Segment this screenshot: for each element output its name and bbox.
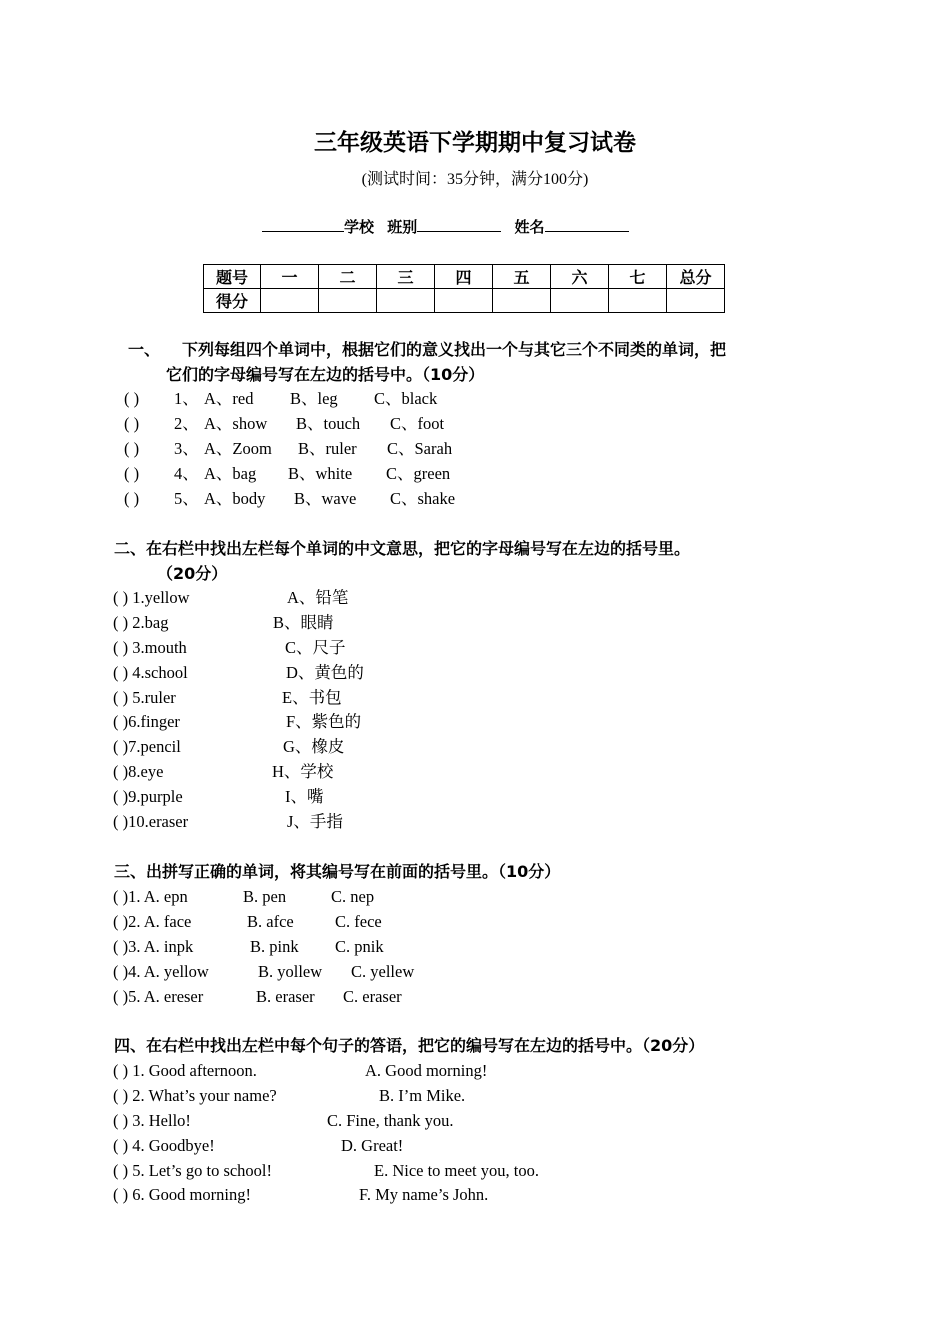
answer-paren[interactable]: ( ) [124, 438, 140, 458]
sentence-left[interactable]: ( ) 5. Let’s go to school! [113, 1160, 273, 1180]
list-item [113, 1058, 539, 1083]
list-item [113, 909, 414, 934]
section-4-heading: 四、在右栏中找出左栏中每个句子的答语，把它的编号写在左边的括号中。（20分） [114, 1036, 705, 1055]
list-item [124, 486, 455, 511]
list-item [113, 685, 364, 710]
score-cell-q2: 二 [319, 265, 377, 289]
matching-left[interactable]: ( ) 2.bag [113, 612, 169, 632]
section-1-heading [128, 337, 726, 362]
matching-right: J、手指 [287, 812, 343, 832]
list-item [113, 1108, 539, 1133]
matching-left[interactable]: ( )9.purple [113, 787, 183, 807]
matching-right: C、尺子 [285, 637, 346, 657]
matching-right: F、紫色的 [286, 712, 362, 732]
score-cell-q1: 一 [261, 265, 319, 289]
school-label: 学校 [344, 218, 375, 236]
list-item [124, 461, 455, 486]
list-item [113, 635, 364, 660]
option-b: B、white [288, 463, 353, 483]
matching-right: G、橡皮 [283, 737, 345, 757]
spelling-left[interactable]: ( )4. A. yellow [113, 961, 209, 981]
option-c: C、black [374, 389, 438, 408]
option-a: A、Zoom [204, 438, 272, 458]
matching-left[interactable]: ( ) 5.ruler [113, 687, 176, 707]
score-cell-q5: 五 [493, 265, 551, 289]
list-item [124, 411, 455, 436]
matching-left[interactable]: ( ) 4.school [113, 662, 188, 682]
score-table-header-row [204, 265, 725, 289]
option-b: B. yollew [258, 961, 323, 981]
class-label: 班别 [387, 218, 418, 236]
list-item [113, 1083, 539, 1108]
answer-paren[interactable]: ( ) [124, 463, 140, 483]
list-item [113, 1182, 539, 1207]
score-input-cell[interactable] [377, 289, 435, 313]
option-a: A、show [204, 413, 268, 433]
option-c: C、foot [390, 413, 445, 433]
section-3-heading: 三、出拼写正确的单词，将其编号写在前面的括号里。（10分） [114, 862, 561, 881]
item-number: 3、 [174, 438, 199, 458]
section-1-instruction: 下列每组四个单词中，根据它们的意义找出一个与其它三个不同类的单词，把 [182, 340, 727, 359]
list-item [113, 809, 364, 834]
sentence-right: E. Nice to meet you, too. [374, 1160, 539, 1180]
class-blank[interactable] [417, 217, 501, 232]
item-number: 1、 [174, 389, 199, 408]
item-number: 4、 [174, 463, 199, 483]
section-2-list [113, 585, 364, 834]
score-table [203, 264, 725, 313]
list-item [113, 984, 414, 1009]
matching-right: E、书包 [282, 687, 342, 707]
matching-left[interactable]: ( ) 1.yellow [113, 588, 190, 607]
section-4-list [113, 1058, 539, 1207]
score-cell-q7: 七 [609, 265, 667, 289]
answer-paren[interactable]: ( ) [124, 389, 140, 408]
score-input-cell[interactable] [493, 289, 551, 313]
sentence-left[interactable]: ( ) 3. Hello! [113, 1110, 191, 1130]
option-c: C、green [386, 463, 451, 483]
option-a: A、bag [204, 463, 257, 483]
list-item [113, 1158, 539, 1183]
sentence-right: B. I’m Mike. [379, 1085, 466, 1105]
sentence-left[interactable]: ( ) 1. Good afternoon. [113, 1061, 257, 1080]
sentence-right: A. Good morning! [365, 1061, 488, 1080]
score-input-cell[interactable] [551, 289, 609, 313]
list-item [113, 934, 414, 959]
matching-left[interactable]: ( )10.eraser [113, 812, 189, 832]
option-c: C. yellew [351, 961, 415, 981]
list-item [124, 436, 455, 461]
score-cell-total: 总分 [667, 265, 725, 289]
sentence-right: F. My name’s John. [359, 1185, 489, 1205]
option-b: B、ruler [298, 438, 357, 458]
matching-right: B、眼睛 [273, 612, 334, 632]
sentence-right: D. Great! [341, 1135, 404, 1155]
section-3-list [113, 884, 414, 1008]
exam-subtitle: (测试时间：35分钟，满分100分) [361, 171, 589, 188]
sentence-left[interactable]: ( ) 4. Goodbye! [113, 1135, 215, 1155]
list-item [113, 959, 414, 984]
list-item [113, 784, 364, 809]
score-input-cell[interactable] [435, 289, 493, 313]
matching-right: I、嘴 [285, 787, 324, 807]
option-b: B. pink [250, 936, 299, 956]
score-input-cell[interactable] [609, 289, 667, 313]
spelling-left[interactable]: ( )2. A. face [113, 911, 192, 931]
list-item [113, 610, 364, 635]
name-blank[interactable] [545, 217, 629, 232]
score-cell-label: 题号 [204, 265, 261, 289]
score-row-label: 得分 [204, 289, 261, 313]
sentence-right: C. Fine, thank you. [327, 1110, 454, 1130]
answer-paren[interactable]: ( ) [124, 488, 140, 508]
list-item [113, 734, 364, 759]
spelling-left[interactable]: ( )5. A. ereser [113, 986, 204, 1006]
option-b: B、wave [294, 488, 357, 508]
item-number: 5、 [174, 488, 199, 508]
student-info-line [262, 216, 629, 237]
section-1-instruction-cont: 它们的字母编号写在左边的括号中。（10分） [166, 365, 485, 384]
school-blank[interactable] [262, 217, 344, 232]
option-b: B. afce [247, 911, 294, 931]
list-item [113, 884, 414, 909]
list-item [113, 709, 364, 734]
matching-right: D、黄色的 [286, 662, 364, 682]
score-cell-q3: 三 [377, 265, 435, 289]
section-1-list [124, 386, 455, 510]
score-input-cell[interactable] [261, 289, 319, 313]
matching-left[interactable]: ( )6.finger [113, 712, 180, 732]
list-item [113, 585, 364, 610]
option-b: B、leg [290, 389, 338, 408]
option-c: C、Sarah [387, 438, 453, 458]
matching-left[interactable]: ( )7.pencil [113, 737, 181, 757]
sentence-left[interactable]: ( ) 6. Good morning! [113, 1185, 251, 1205]
list-item [124, 386, 455, 411]
sentence-left[interactable]: ( ) 2. What’s your name? [113, 1085, 277, 1105]
spelling-left[interactable]: ( )1. A. epn [113, 887, 188, 906]
option-a: A、body [204, 488, 266, 508]
page-title: 三年级英语下学期期中复习试卷 [314, 130, 636, 156]
score-cell-q4: 四 [435, 265, 493, 289]
answer-paren[interactable]: ( ) [124, 413, 140, 433]
name-label: 姓名 [514, 218, 545, 236]
matching-right: A、铅笔 [287, 588, 349, 607]
option-b: B、touch [296, 413, 361, 433]
option-c: C. nep [331, 887, 375, 906]
score-input-cell[interactable] [667, 289, 725, 313]
list-item [113, 759, 364, 784]
matching-left[interactable]: ( ) 3.mouth [113, 637, 187, 657]
matching-right: H、学校 [272, 762, 334, 782]
score-cell-q6: 六 [551, 265, 609, 289]
list-item [113, 1133, 539, 1158]
option-b: B. pen [243, 887, 287, 906]
option-c: C. pnik [335, 936, 384, 956]
option-c: C. fece [335, 911, 382, 931]
matching-left[interactable]: ( )8.eye [113, 762, 164, 782]
section-2-points: （20分） [157, 564, 228, 583]
option-c: C、shake [390, 488, 456, 508]
option-b: B. eraser [256, 986, 315, 1006]
option-a: A、red [204, 389, 254, 408]
score-input-cell[interactable] [319, 289, 377, 313]
list-item [113, 660, 364, 685]
score-table-score-row [204, 289, 725, 313]
item-number: 2、 [174, 413, 199, 433]
option-c: C. eraser [343, 986, 402, 1006]
section-1-number: 一、 [128, 340, 161, 359]
section-2-heading: 二、在右栏中找出左栏每个单词的中文意思，把它的字母编号写在左边的括号里。 [114, 539, 691, 558]
spelling-left[interactable]: ( )3. A. inpk [113, 936, 194, 956]
